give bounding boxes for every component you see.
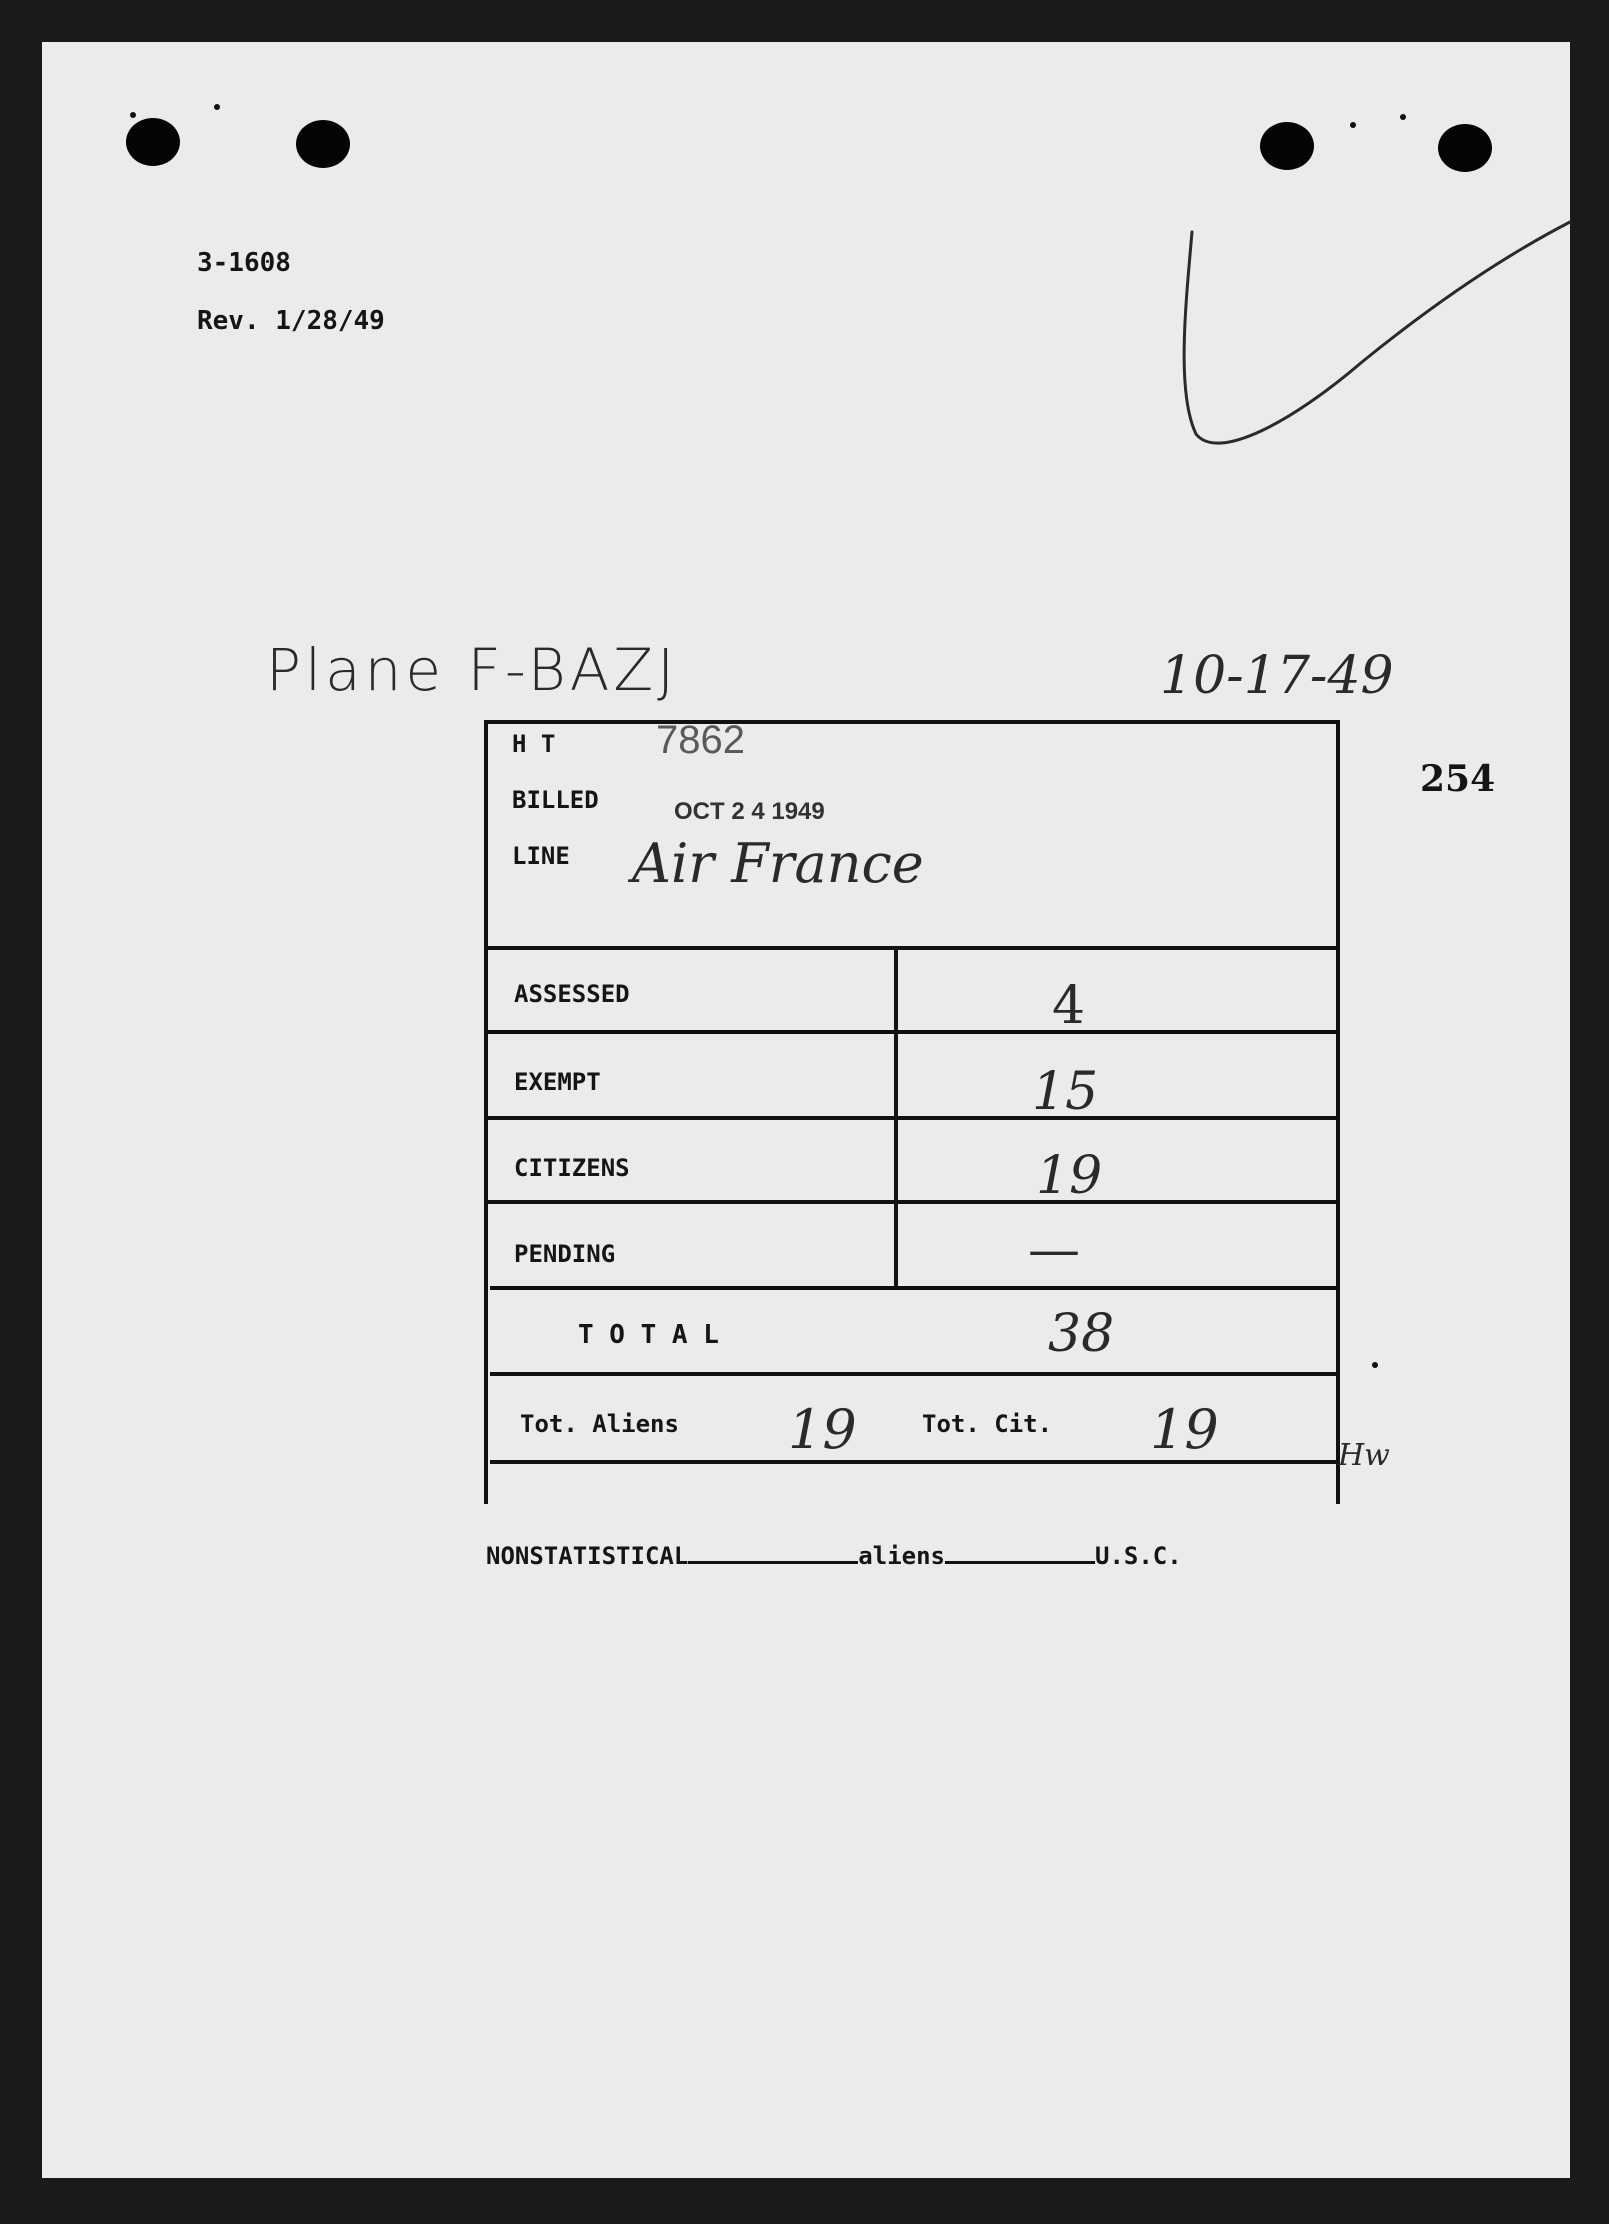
nonstatistical-line [486,1542,1182,1570]
plane-handwritten: Plane F-BAZJ [266,636,679,704]
page-number: 254 [1420,758,1496,800]
table-right-border [1336,720,1340,1504]
punch-hole-2 [296,120,350,168]
nonstatistical-label: NONSTATISTICAL [486,1542,689,1570]
pending-value: — [1028,1220,1080,1280]
punch-hole-3 [1260,122,1314,170]
exempt-value: 15 [1032,1062,1099,1122]
table-divider [484,1030,1340,1034]
speck [1400,114,1406,120]
tot-aliens-label: Tot. Aliens [520,1410,679,1438]
punch-hole-4 [1438,124,1492,172]
usc-blank [945,1561,1095,1564]
nonstatistical-blank [688,1561,858,1564]
citizens-value: 19 [1036,1146,1103,1206]
table-left-border [484,720,488,1504]
total-value: 38 [1048,1304,1115,1364]
pending-label: PENDING [514,1240,616,1268]
speck [130,112,136,118]
table-divider [484,946,1340,950]
initials-handwritten: Hw [1338,1438,1390,1473]
assessed-value: 4 [1052,976,1086,1036]
billed-label: BILLED [512,786,599,814]
table-column-divider [894,946,898,1290]
table-divider [490,1286,1340,1290]
aliens-label: aliens [858,1542,945,1570]
billed-date: OCT 2 4 1949 [674,798,825,825]
table-top-border [484,720,1340,724]
assessed-label: ASSESSED [514,980,630,1008]
table-divider [490,1372,1340,1376]
usc-label: U.S.C. [1095,1542,1182,1570]
ht-number: 7862 [656,718,745,762]
exempt-label: EXEMPT [514,1068,601,1096]
document-page [42,42,1570,2178]
check-mark-icon [1162,182,1572,482]
date-handwritten: 10-17-49 [1160,646,1394,706]
punch-hole-1 [126,118,180,166]
table-divider [488,1116,1340,1120]
ht-label: H T [512,730,556,758]
form-number: 3-1608 [197,248,291,278]
total-label: T O T A L [578,1320,719,1350]
tot-aliens-value: 19 [788,1398,857,1461]
speck [214,104,220,110]
tot-cit-label: Tot. Cit. [922,1410,1053,1438]
table-divider [488,1200,1340,1204]
form-revision: Rev. 1/28/49 [197,306,385,336]
line-handwritten: Air France [632,832,924,895]
citizens-label: CITIZENS [514,1154,630,1182]
tot-cit-value: 19 [1150,1398,1219,1461]
line-label: LINE [512,842,570,870]
speck [1350,122,1356,128]
speck [1372,1362,1378,1368]
